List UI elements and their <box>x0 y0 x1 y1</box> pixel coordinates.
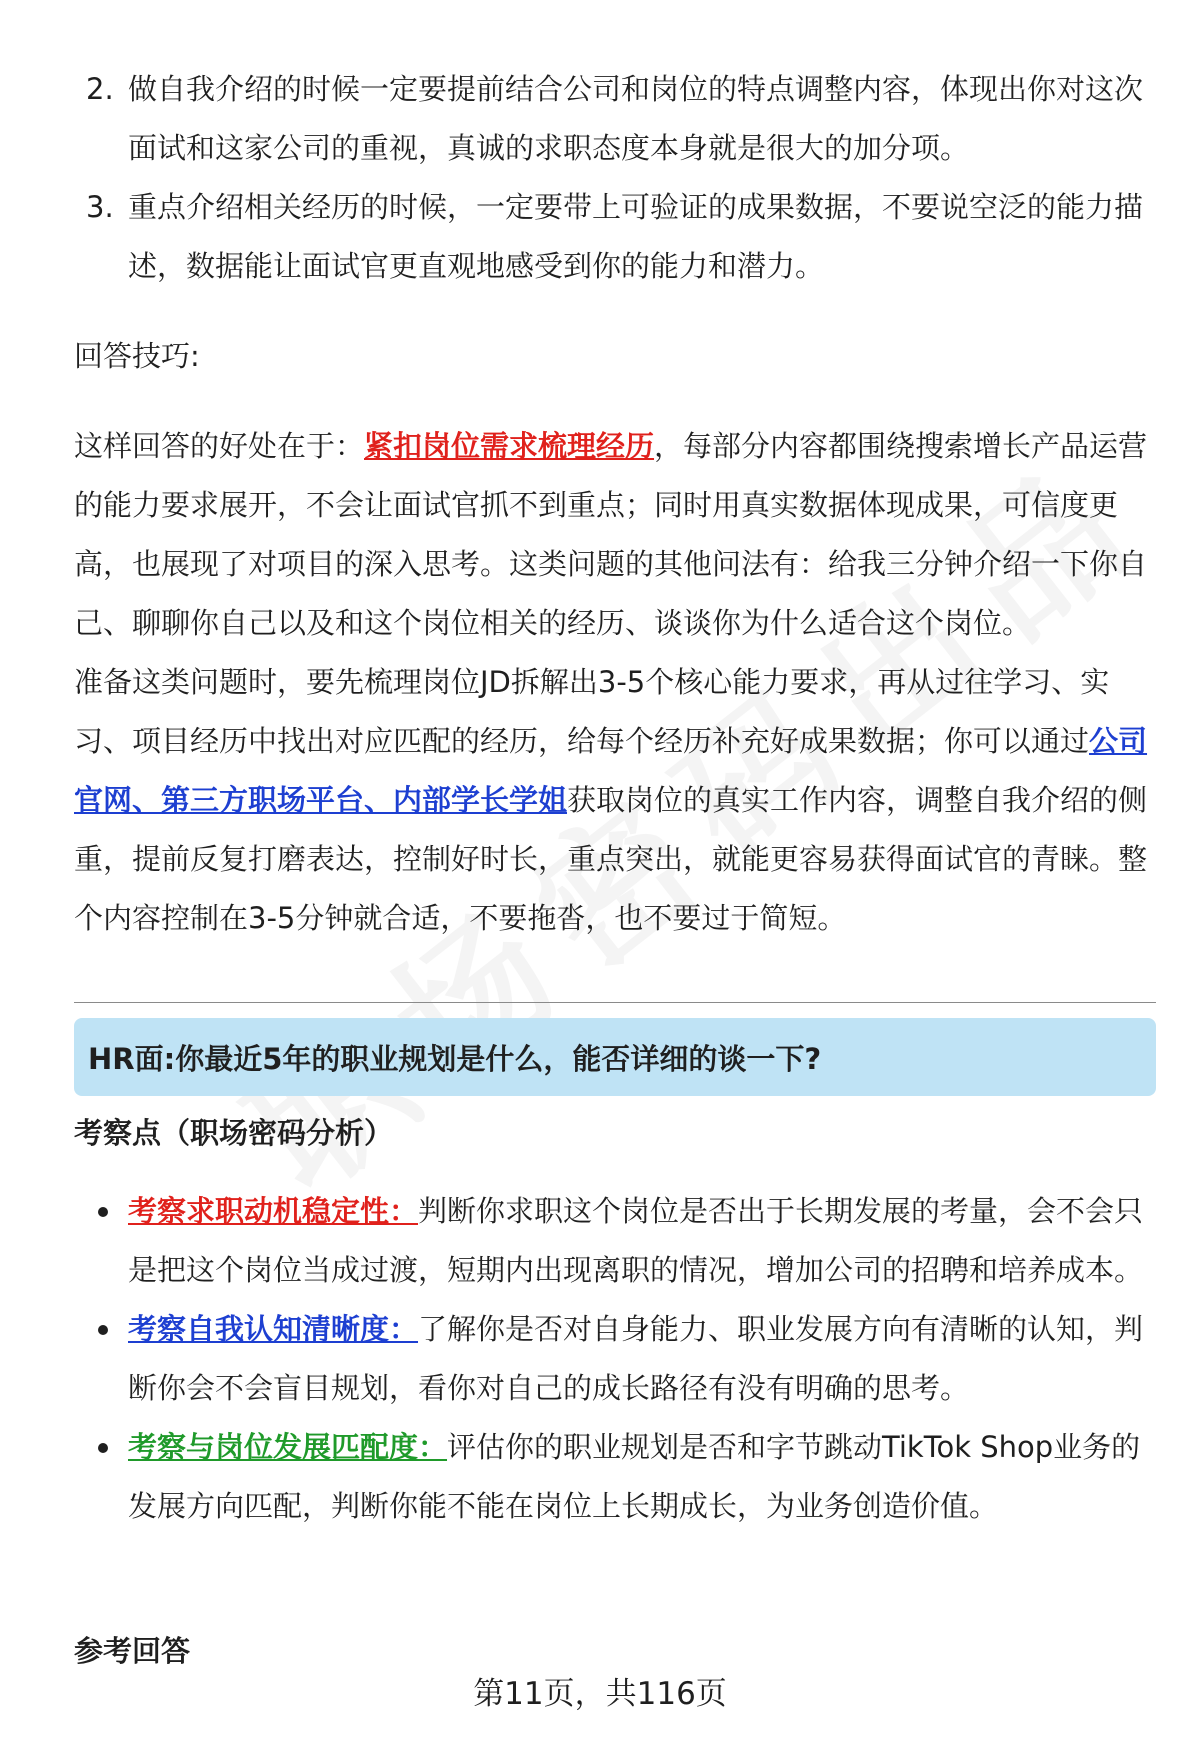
bullet-icon <box>98 1207 108 1217</box>
list-text: 做自我介绍的时候一定要提前结合公司和岗位的特点调整内容，体现出你对这次面试和这家公司的重视，真诚的求职态度本身就是很大的加分项。 <box>128 72 1144 165</box>
reference-heading: 参考回答 <box>74 1634 191 1668</box>
question-text: HR面:你最近5年的职业规划是什么，能否详细的谈一下? <box>88 1041 822 1076</box>
analysis-text: 判断你求职这个岗位是否出于长期发展的考量，会不会只是把这个岗位当成过渡，短期内出现离职的情况，增加公司的招聘和培养成本。 <box>128 1194 1144 1287</box>
divider <box>74 1002 1156 1003</box>
list-number: 2. <box>86 72 114 106</box>
analysis-text: 评估你的职业规划是否和字节跳动TikTok Shop业务的发展方向匹配，判断你能不能在岗位上长期成长，为业务创造价值。 <box>128 1430 1141 1523</box>
list-item <box>74 60 1154 178</box>
bullet-icon <box>98 1443 108 1453</box>
analysis-label: 考察自我认知清晰度： <box>128 1312 419 1346</box>
bullet-icon <box>98 1325 108 1335</box>
list-text: 重点介绍相关经历的时候，一定要带上可验证的成果数据，不要说空泛的能力描述，数据能让面试官更直观地感受到你的能力和潜力。 <box>128 190 1144 283</box>
highlight-blue: 公司官网、第三方职场平台、内部学长学姐 <box>74 724 1148 817</box>
analysis-heading: 考察点（职场密码分析） <box>74 1116 394 1150</box>
page-footer: 第11页，共116页 <box>473 1676 727 1712</box>
highlight-red: 紧扣岗位需求梳理经历 <box>364 429 655 463</box>
analysis-label: 考察求职动机稳定性： <box>128 1194 419 1228</box>
analysis-label: 考察与岗位发展匹配度： <box>128 1430 448 1464</box>
prep-paragraph <box>74 653 1154 948</box>
list-item <box>74 178 1154 296</box>
analysis-text: 了解你是否对自身能力、职业发展方向有清晰的认知，判断你会不会盲目规划，看你对自己的成长路径有没有明确的思考。 <box>128 1312 1144 1405</box>
list-item <box>74 1300 1154 1418</box>
prep-before: 准备这类问题时，要先梳理岗位JD拆解出3-5个核心能力要求，再从过往学习、实习、项目经历中找出对应匹配的经历，给每个经历补充好成果数据；你可以通过 <box>74 665 1110 758</box>
numbered-list <box>74 60 1154 296</box>
list-item <box>74 1182 1154 1300</box>
tips-body: ，每部分内容都围绕搜索增长产品运营的能力要求展开，不会让面试官抓不到重点；同时用真实数据体现成果，可信度更高，也展现了对项目的深入思考。这类问题的其他问法有：给我三分钟介绍一下你自己、聊聊你自己以及和这个岗位相关的经历、谈谈你为什么适合这个岗位。 <box>74 429 1148 640</box>
question-callout <box>74 1018 1156 1096</box>
list-number: 3. <box>86 190 114 224</box>
tips-heading: 回答技巧: <box>74 339 200 373</box>
prep-after: 获取岗位的真实工作内容，调整自我介绍的侧重，提前反复打磨表达，控制好时长，重点突出，就能更容易获得面试官的青睐。整个内容控制在3-5分钟就合适，不要拖沓，也不要过于简短。 <box>74 783 1148 935</box>
list-item <box>74 1418 1154 1536</box>
analysis-list <box>74 1182 1154 1536</box>
tips-paragraph <box>74 417 1154 653</box>
tips-intro: 这样回答的好处在于： <box>74 429 365 463</box>
